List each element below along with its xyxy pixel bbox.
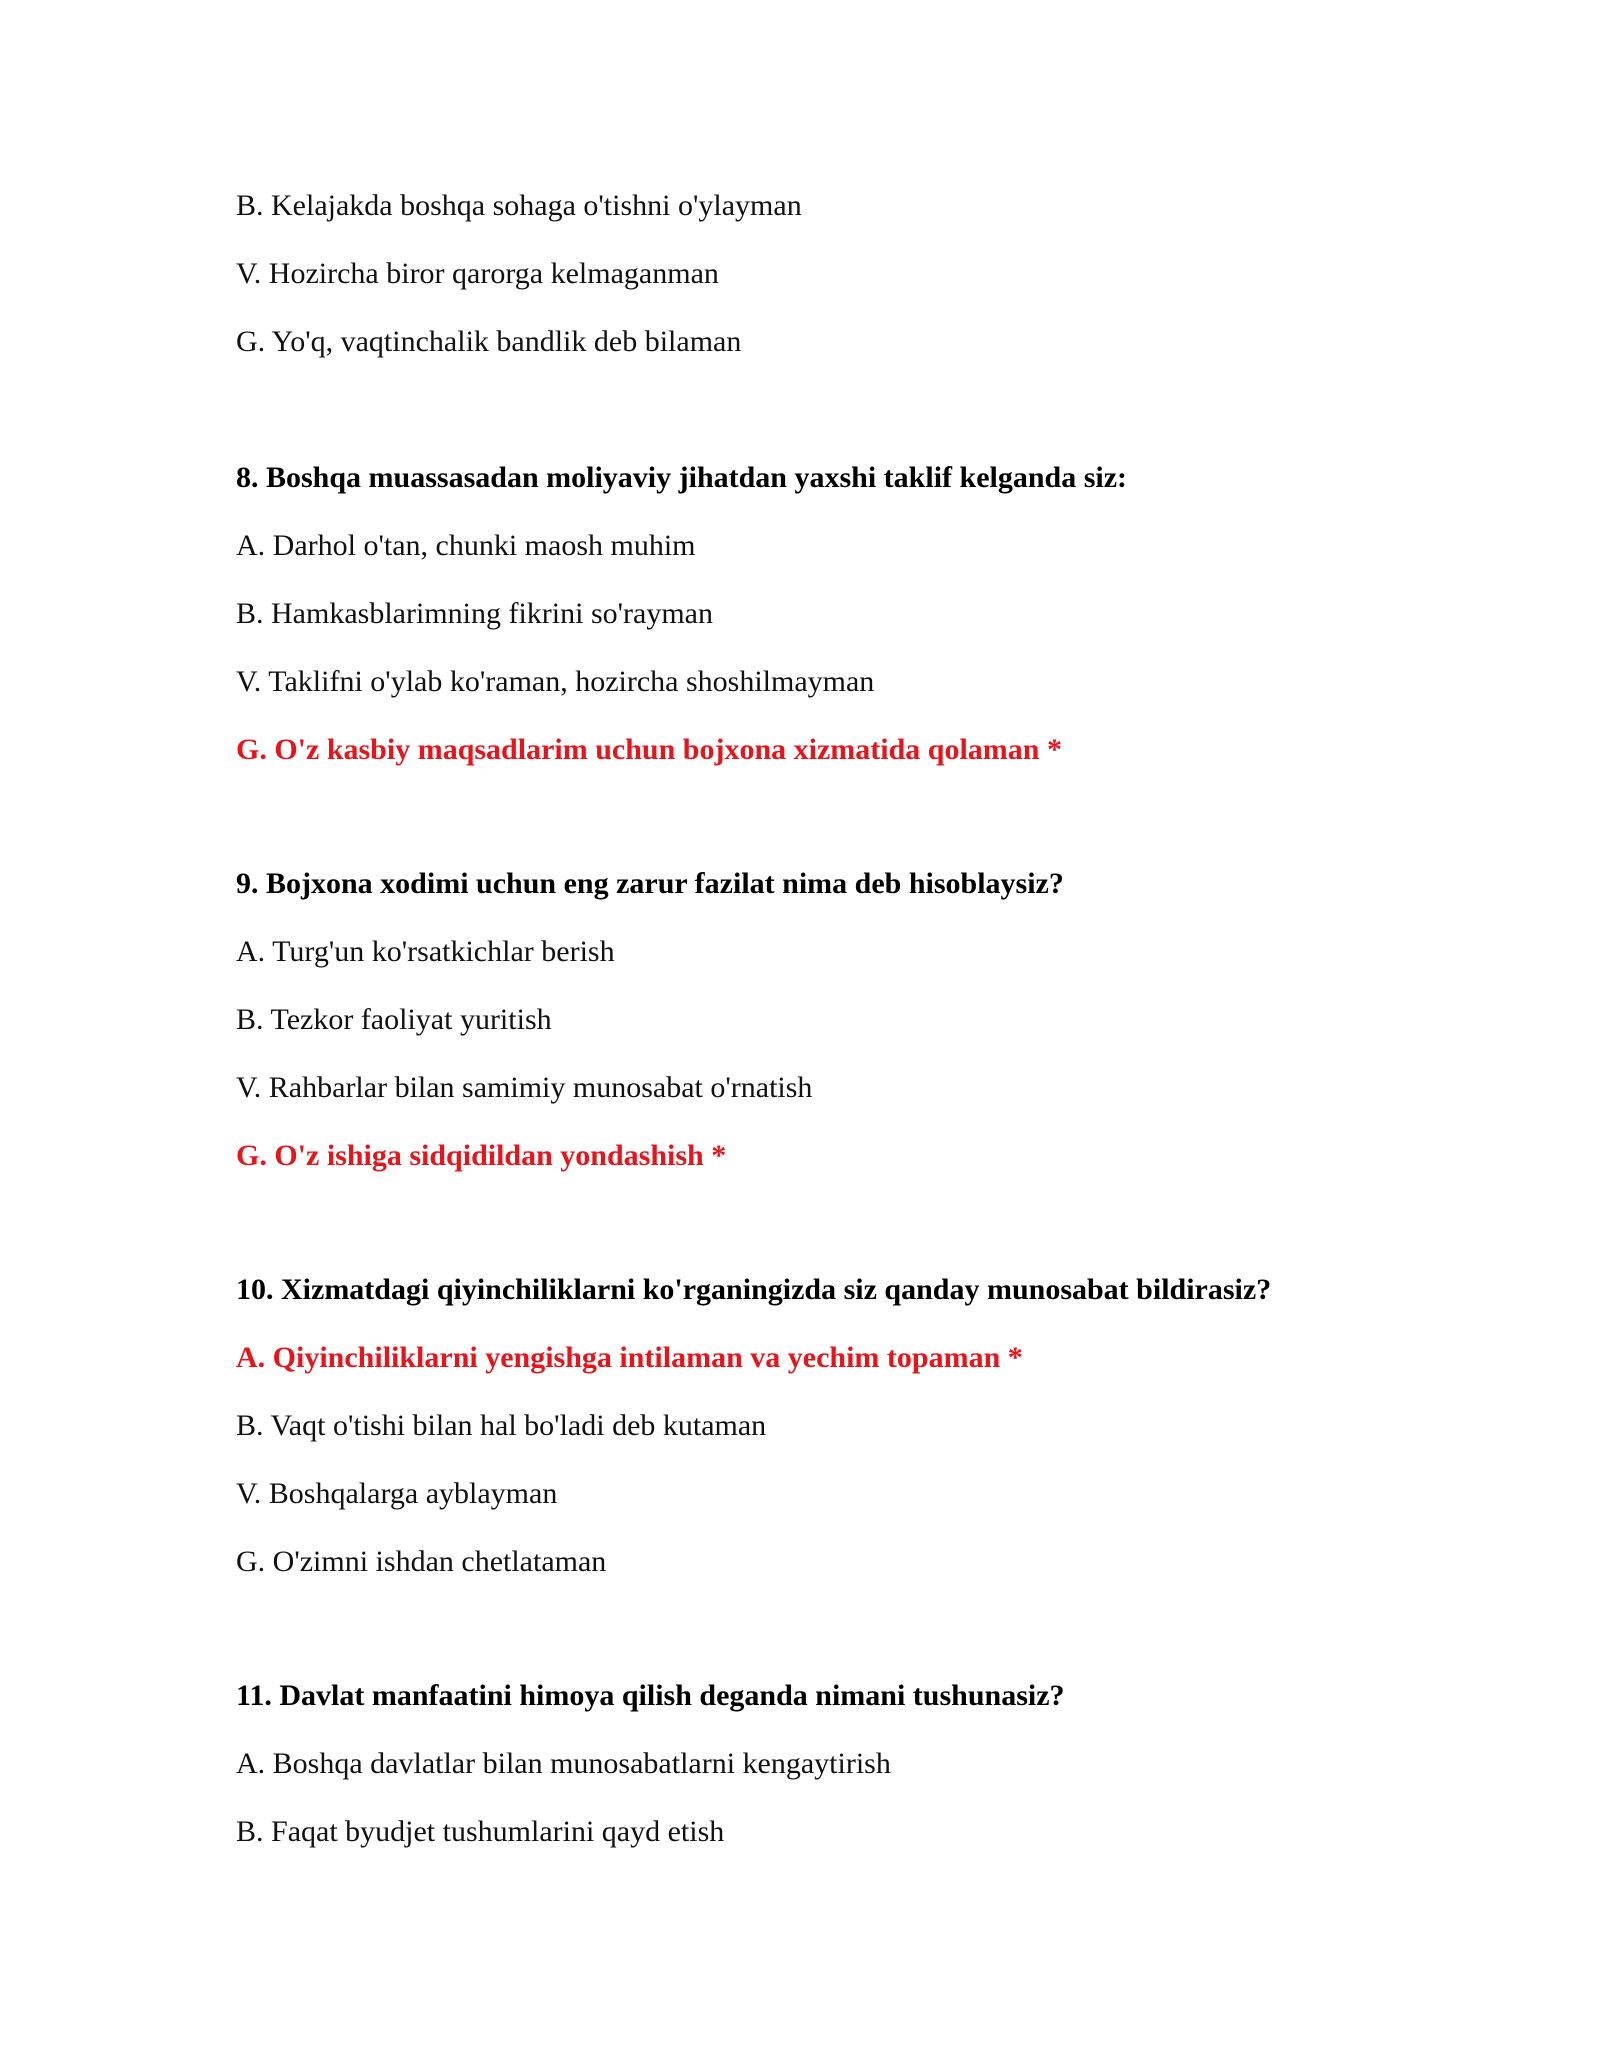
q10-option-b: B. Vaqt o'tishi bilan hal bo'ladi deb kutaman: [236, 1409, 767, 1442]
q8-option-g-correct: G. O'z kasbiy maqsadlarim uchun bojxona xizmatida qolaman *: [236, 733, 1062, 766]
q8-option-v: V. Taklifni o'ylab ko'raman, hozircha shoshilmayman: [236, 665, 875, 698]
q9-option-b: B. Tezkor faoliyat yuritish: [236, 1003, 552, 1036]
q9-option-v: V. Rahbarlar bilan samimiy munosabat o'rnatish: [236, 1071, 813, 1104]
q9-question: 9. Bojxona xodimi uchun eng zarur fazilat nima deb hisoblaysiz?: [236, 867, 1064, 900]
q11-option-a: A. Boshqa davlatlar bilan munosabatlarni kengaytirish: [236, 1747, 891, 1780]
q7-option-g: G. Yo'q, vaqtinchalik bandlik deb bilaman: [236, 325, 742, 358]
q8-option-b: B. Hamkasblarimning fikrini so'rayman: [236, 597, 713, 630]
q9-option-g-correct: G. O'z ishiga sidqidildan yondashish *: [236, 1139, 727, 1172]
q7-option-v: V. Hozircha biror qarorga kelmaganman: [236, 257, 719, 290]
q7-option-b: B. Kelajakda boshqa sohaga o'tishni o'ylayman: [236, 189, 802, 222]
q10-option-g: G. O'zimni ishdan chetlataman: [236, 1545, 607, 1578]
q10-option-a-correct: A. Qiyinchiliklarni yengishga intilaman va yechim topaman *: [236, 1341, 1023, 1374]
q10-option-v: V. Boshqalarga ayblayman: [236, 1477, 558, 1510]
q11-option-b: B. Faqat byudjet tushumlarini qayd etish: [236, 1815, 725, 1848]
q11-question: 11. Davlat manfaatini himoya qilish deganda nimani tushunasiz?: [236, 1679, 1065, 1712]
q10-question: 10. Xizmatdagi qiyinchiliklarni ko'rganingizda siz qanday munosabat bildirasiz?: [236, 1273, 1272, 1306]
q8-option-a: A. Darhol o'tan, chunki maosh muhim: [236, 529, 696, 562]
q8-question: 8. Boshqa muassasadan moliyaviy jihatdan yaxshi taklif kelganda siz:: [236, 461, 1128, 494]
q9-option-a: A. Turg'un ko'rsatkichlar berish: [236, 935, 615, 968]
